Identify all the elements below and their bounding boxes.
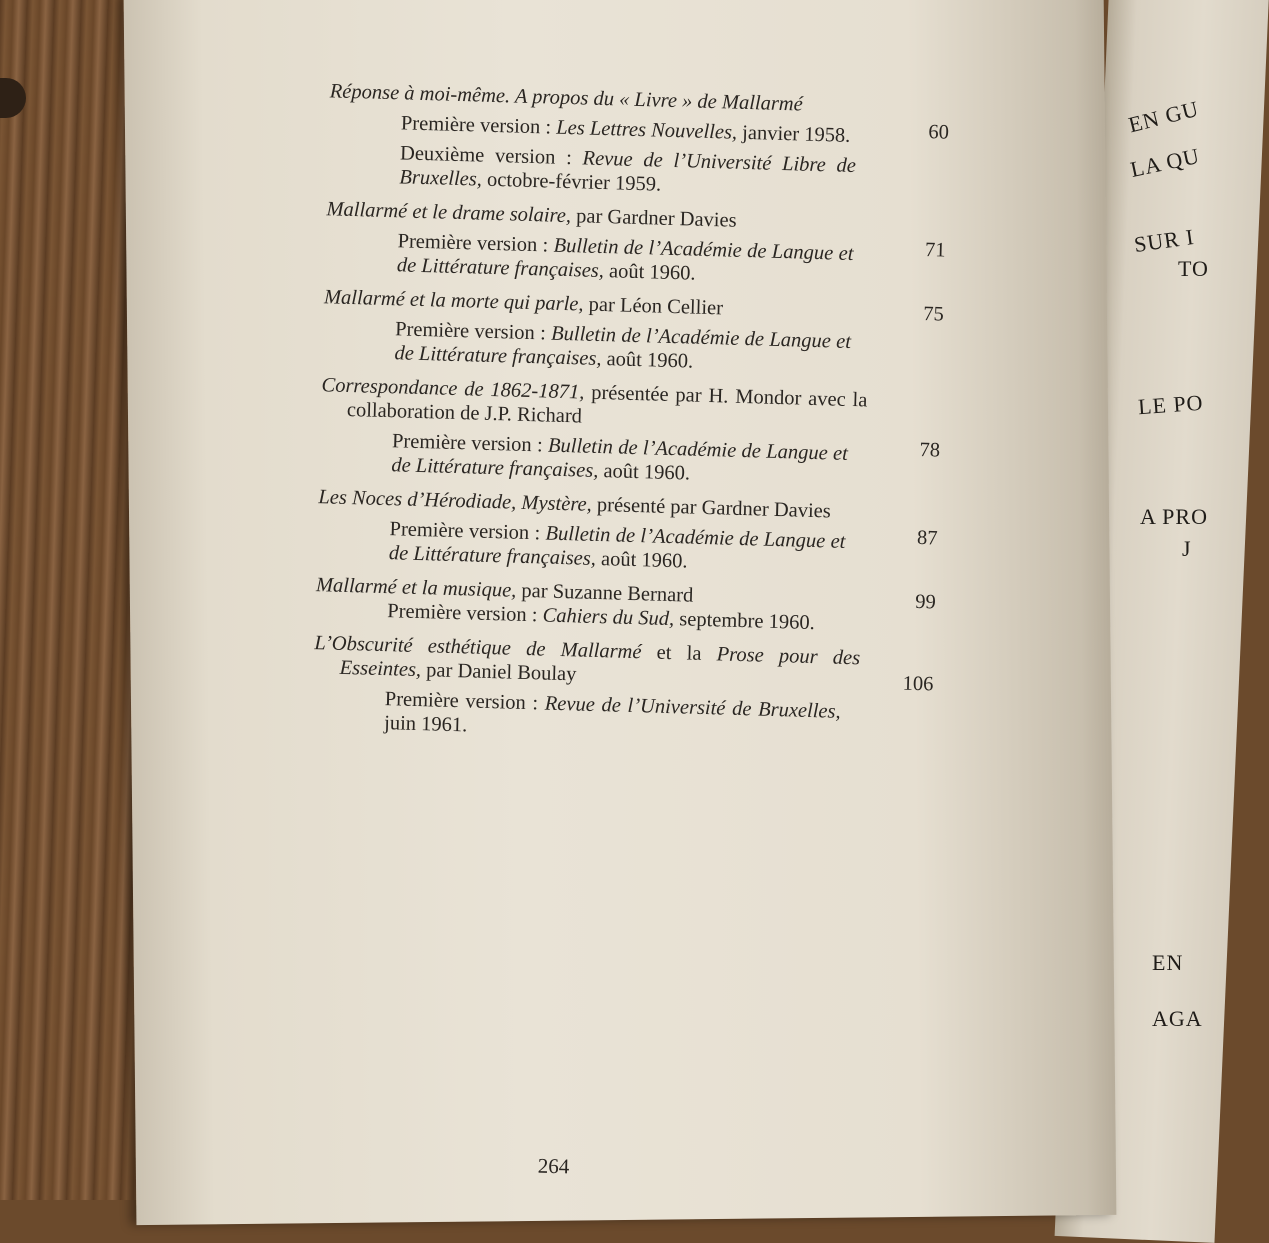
page-number: 71 xyxy=(924,239,946,262)
entry-title: Mallarmé et le drame solaire, par Gardner Davies xyxy=(326,198,737,232)
toc-entry xyxy=(317,485,939,580)
page-number: 78 xyxy=(919,438,941,462)
publication-note: Première version : Bulletin de l’Académie de Langue et de Littérature françaises, août 1960. xyxy=(391,430,849,485)
page-folio: 264 xyxy=(537,1153,570,1179)
toc-entry xyxy=(319,373,942,492)
publication-note: Première version : Les Lettres Nouvelles, janvier 1958. xyxy=(400,112,851,147)
wooden-table xyxy=(0,0,140,1200)
publication-note: Deuxième version : Revue de l’Université Libre de Bruxelles, octobre-février 1959. xyxy=(399,142,857,196)
facing-page-text: A PRO xyxy=(1140,504,1208,529)
publication-note: Première version : Cahiers du Sud, septembre 1960. xyxy=(386,600,816,635)
entry-title: Réponse à moi-même. A propos du « Livre » de Mallarmé xyxy=(329,80,804,116)
entry-title: Mallarmé et la morte qui parle, par Léon Cellier xyxy=(323,286,724,320)
toc-entry xyxy=(315,573,936,638)
facing-page-text: TO xyxy=(1178,256,1209,281)
entry-title: L’Obscurité esthétique de Mallarmé et la Prose pour des Esseintes, par Daniel Boulay xyxy=(314,632,861,686)
toc-entry xyxy=(325,197,947,292)
table-of-contents xyxy=(312,79,950,1179)
page-number: 75 xyxy=(922,303,945,326)
entry-title: Les Noces d’Hérodiade, Mystère, présenté par Gardner Davies xyxy=(318,486,832,523)
publication-note: Première version : Bulletin de l’Académie de Langue et de Littérature françaises, août 1960. xyxy=(388,518,846,573)
facing-page-text: LE PO xyxy=(1137,389,1205,420)
facing-page-text: AGA xyxy=(1152,1006,1203,1031)
publication-note: Première version : Revue de l’Université de Bruxelles, juin 1961. xyxy=(383,688,841,737)
page-number: 99 xyxy=(914,590,937,614)
facing-page-text: EN GU xyxy=(1125,95,1202,138)
facing-page-text: SUR I xyxy=(1132,223,1197,258)
page-number: 60 xyxy=(928,121,950,144)
publication-note: Première version : Bulletin de l’Académie de Langue et de Littérature françaises, août 1960. xyxy=(396,230,854,285)
toc-entry xyxy=(327,79,950,204)
toc-entry xyxy=(322,285,944,380)
facing-page-text: EN xyxy=(1152,950,1184,975)
facing-page-text: J xyxy=(1182,536,1192,561)
facing-page-text: LA QU xyxy=(1128,142,1203,183)
publication-note: Première version : Bulletin de l’Académie de Langue et de Littérature françaises, août 1960. xyxy=(394,318,852,373)
toc-entry xyxy=(312,631,935,750)
entry-title: Correspondance de 1862-1871, présentée par H. Mondor avec la collaboration de J.P. Richard xyxy=(321,374,868,428)
page-number: 87 xyxy=(916,526,938,550)
page-number: 106 xyxy=(902,672,934,696)
entry-title: Mallarmé et la musique, par Suzanne Bernard xyxy=(315,574,694,607)
